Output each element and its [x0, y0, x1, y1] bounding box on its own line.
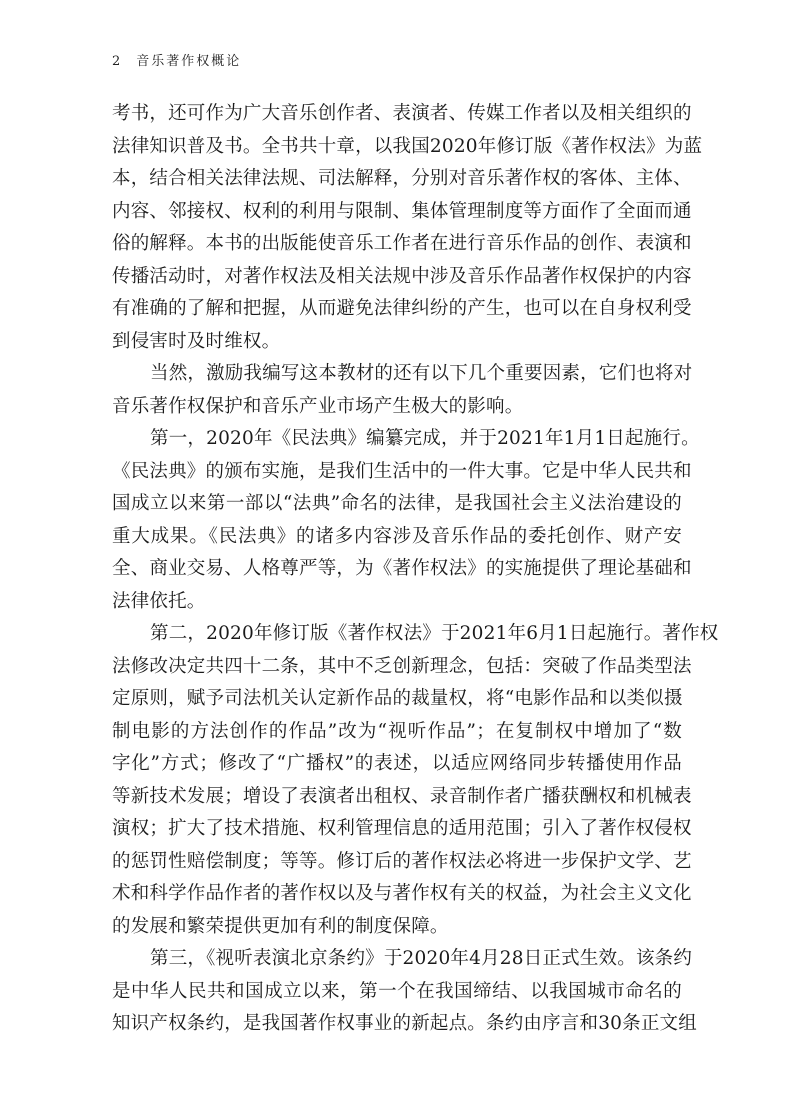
text-line: 的惩罚性赔偿制度；等等。修订后的著作权法必将进一步保护文学、艺 — [112, 850, 692, 872]
paragraph — [112, 943, 697, 1041]
text-line: 内容、邻接权、权利的利用与限制、集体管理制度等方面作了全面而通 — [112, 200, 692, 222]
text-line: 第二，2020年修订版《著作权法》于2021年6月1日起施行。著作权 — [150, 623, 719, 644]
text-line: 定原则，赋予司法机关认定新作品的裁量权，将“电影作品和以类似摄 — [112, 688, 683, 709]
paragraph — [112, 618, 719, 943]
text-line: 音乐著作权保护和音乐产业市场产生极大的影响。 — [112, 395, 524, 417]
text-line: 第一，2020年《民法典》编纂完成，并于2021年1月1日起施行。 — [150, 428, 700, 449]
text-line: 传播活动时，对著作权法及相关法规中涉及音乐作品著作权保护的内容 — [112, 265, 692, 287]
text-line: 到侵害时及时维权。 — [112, 330, 281, 352]
text-line: 知识产权条约，是我国著作权事业的新起点。条约由序言和30条正文组 — [112, 1013, 697, 1034]
text-line: 本，结合相关法律法规、司法解释，分别对音乐著作权的客体、主体、 — [112, 168, 692, 189]
text-line: 俗的解释。本书的出版能使音乐工作者在进行音乐作品的创作、表演和 — [112, 233, 692, 254]
text-line: 法律知识普及书。全书共十章，以我国2020年修订版《著作权法》为蓝 — [112, 135, 703, 157]
text-line: 当然，激励我编写这本教材的还有以下几个重要因素，它们也将对 — [150, 363, 693, 384]
text-line: 重大成果。《民法典》的诸多内容涉及音乐作品的委托创作、财产安 — [112, 525, 682, 547]
text-line: 字化”方式；修改了“广播权”的表述，以适应网络同步转播使用作品 — [112, 753, 682, 774]
text-line: 的发展和繁荣提供更加有利的制度保障。 — [112, 915, 449, 937]
book-title: 音乐著作权概论 — [136, 54, 242, 69]
text-line: 制电影的方法创作的作品”改为“视听作品”；在复制权中增加了“数 — [112, 720, 682, 742]
text-line: 《民法典》的颁布实施，是我们生活中的一件大事。它是中华人民共和 — [112, 460, 692, 482]
text-line: 法修改决定共四十二条，其中不乏创新理念，包括：突破了作品类型法 — [112, 655, 692, 677]
text-line: 法律依托。 — [112, 590, 206, 612]
text-line: 有准确的了解和把握，从而避免法律纠纷的产生，也可以在自身权利受 — [112, 298, 692, 319]
text-line: 考书，还可作为广大音乐创作者、表演者、传媒工作者以及相关组织的 — [112, 103, 692, 124]
paragraph — [112, 98, 703, 358]
text-line: 全、商业交易、人格尊严等，为《著作权法》的实施提供了理论基础和 — [112, 558, 692, 579]
running-header — [112, 50, 241, 69]
body-text — [112, 98, 719, 1041]
text-line: 是中华人民共和国成立以来，第一个在我国缔结、以我国城市命名的 — [112, 980, 682, 1002]
text-line: 等新技术发展；增设了表演者出租权、录音制作者广播获酬权和机械表 — [112, 785, 692, 807]
text-line: 第三，《视听表演北京条约》于2020年4月28日正式生效。该条约 — [150, 948, 693, 969]
text-line: 术和科学作品作者的著作权以及与著作权有关的权益，为社会主义文化 — [112, 883, 692, 904]
paragraph — [112, 423, 700, 618]
page-number: 2 — [112, 54, 123, 69]
text-line: 演权；扩大了技术措施、权利管理信息的适用范围；引入了著作权侵权 — [112, 818, 692, 839]
text-line: 国成立以来第一部以“法典”命名的法律，是我国社会主义法治建设的 — [112, 493, 682, 514]
paragraph — [112, 358, 693, 423]
